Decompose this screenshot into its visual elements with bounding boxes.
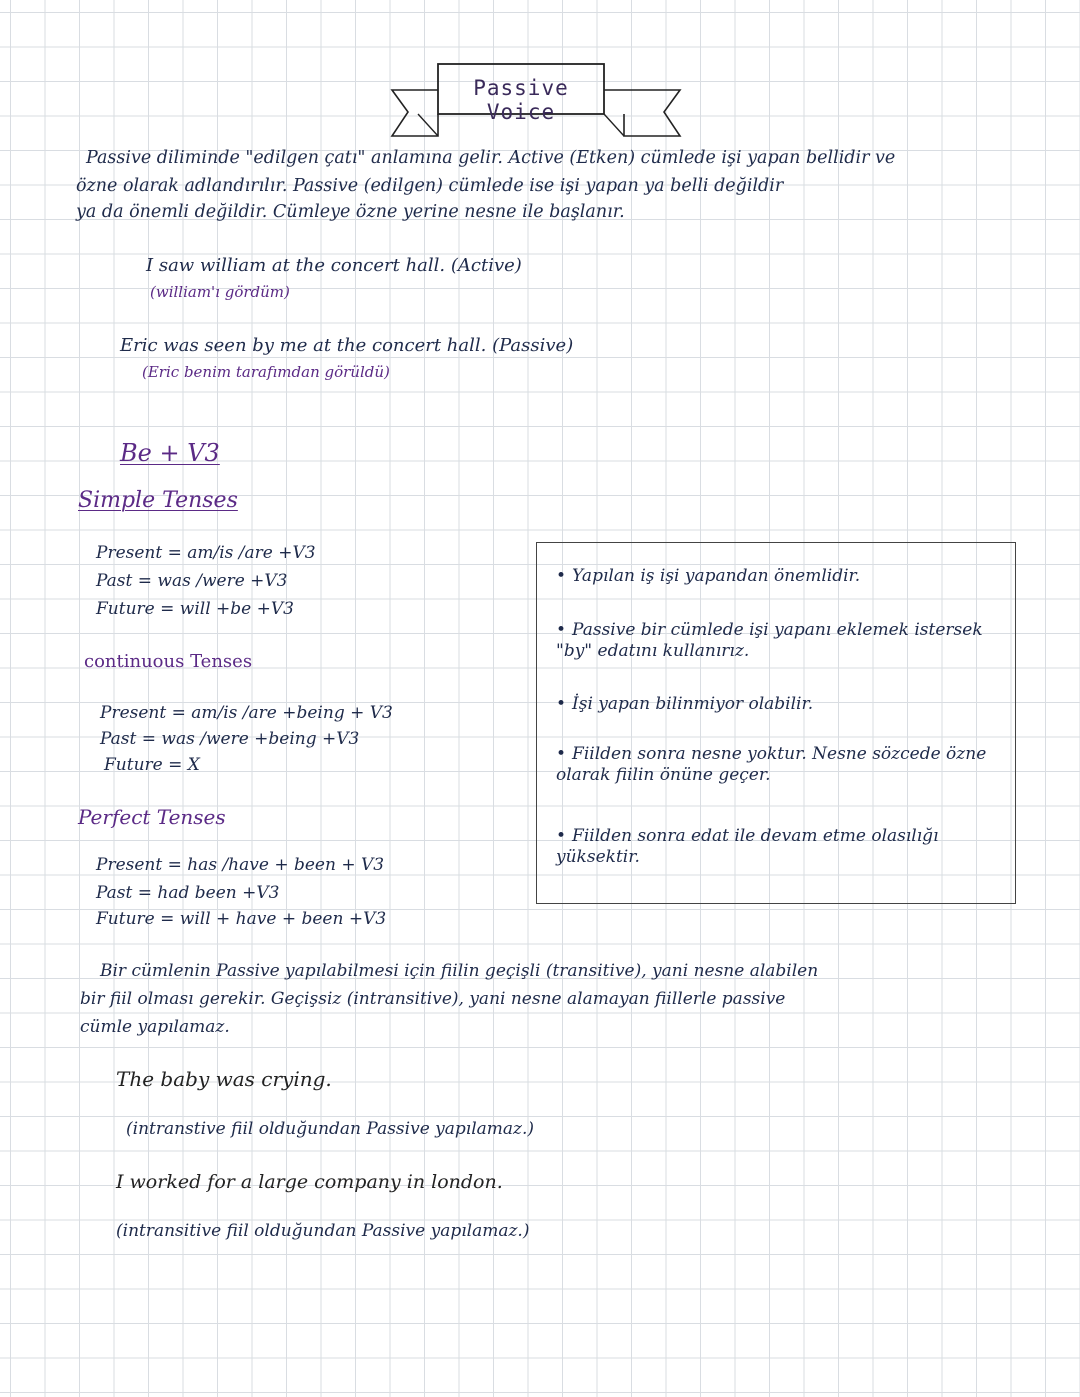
perfect-tenses-heading: Perfect Tenses	[78, 805, 226, 829]
tip-1: • Yapılan iş işi yapandan önemlidir.	[556, 566, 861, 586]
continuous-tenses-heading: continuous Tenses	[84, 651, 253, 672]
active-example-translation: (william'ı gördüm)	[150, 283, 290, 301]
intransitive-example-1-note: (intranstive fiil olduğundan Passive yapılamaz.)	[126, 1119, 535, 1139]
passive-example-sentence: Eric was seen by me at the concert hall. (Passive)	[120, 335, 574, 356]
bullet-icon: •	[556, 744, 567, 764]
tip-2: • Passive bir cümlede işi yapanı eklemek istersek "by" edatını kullanırız.	[556, 620, 983, 662]
simple-tenses-heading: Simple Tenses	[78, 488, 238, 513]
page-title: Passive Voice	[473, 76, 569, 124]
bullet-icon: •	[556, 826, 567, 846]
intro-line-3: ya da önemli değildir. Cümleye özne yerine nesne ile başlanır.	[76, 202, 625, 222]
continuous-past: Past = was /were +being +V3	[100, 729, 360, 749]
bullet-icon: •	[556, 694, 567, 714]
bullet-icon: •	[556, 566, 567, 586]
perfect-past: Past = had been +V3	[96, 883, 280, 903]
transitive-note-line-3: cümle yapılamaz.	[80, 1017, 230, 1037]
intro-line-1: Passive diliminde "edilgen çatı" anlamına gelir. Active (Etken) cümlede işi yapan bellidir ve	[86, 148, 896, 168]
intransitive-example-1-sentence: The baby was crying.	[116, 1067, 332, 1091]
simple-past: Past = was /were +V3	[96, 571, 288, 591]
perfect-present: Present = has /have + been + V3	[96, 855, 385, 875]
transitive-note-line-1: Bir cümlenin Passive yapılabilmesi için fiilin geçişli (transitive), yani nesne alabilen	[100, 961, 819, 981]
continuous-future: Future = X	[104, 755, 200, 775]
intransitive-example-2-note: (intransitive fiil olduğundan Passive yapılamaz.)	[116, 1221, 530, 1241]
tip-4: • Fiilden sonra nesne yoktur. Nesne sözcede özne olarak fiilin önüne geçer.	[556, 744, 987, 786]
simple-future: Future = will +be +V3	[96, 599, 294, 619]
bullet-icon: •	[556, 620, 567, 640]
passive-formula: Be + V3	[120, 439, 220, 467]
active-example-sentence: I saw william at the concert hall. (Active)	[146, 255, 522, 276]
tip-5: • Fiilden sonra edat ile devam etme olasılığı yüksektir.	[556, 826, 939, 868]
passive-example-translation: (Eric benim tarafımdan görüldü)	[142, 363, 390, 381]
transitive-note-line-2: bir fiil olması gerekir. Geçişsiz (intransitive), yani nesne alamayan fiillerle passive	[80, 989, 786, 1009]
perfect-future: Future = will + have + been +V3	[96, 909, 387, 929]
intransitive-example-2-sentence: I worked for a large company in london.	[116, 1171, 503, 1193]
tip-3: • İşi yapan bilinmiyor olabilir.	[556, 694, 814, 714]
continuous-present: Present = am/is /are +being + V3	[100, 703, 393, 723]
simple-present: Present = am/is /are +V3	[96, 543, 316, 563]
intro-line-2: özne olarak adlandırılır. Passive (edilgen) cümlede ise işi yapan ya belli değildir	[76, 176, 784, 196]
